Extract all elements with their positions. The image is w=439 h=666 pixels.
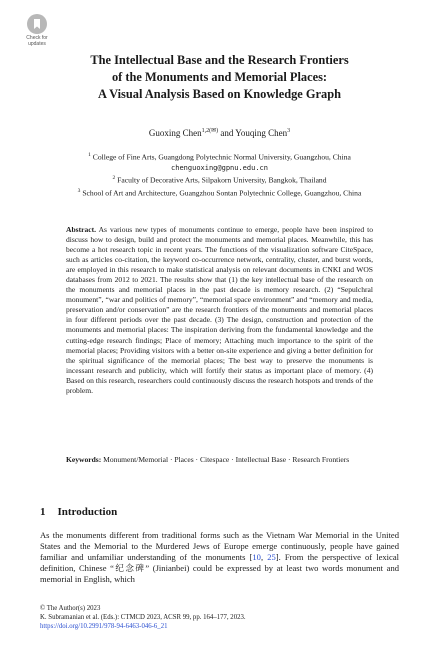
title-line-3: A Visual Analysis Based on Knowledge Graph: [97, 87, 342, 101]
author-conjunction: and: [220, 128, 234, 138]
keywords-label: Keywords:: [66, 455, 102, 464]
author-email[interactable]: chenguoxing@gpnu.edu.cn: [171, 163, 268, 172]
affiliation-3: $^3$ School of Art and Architecture, Guangzhou Sontan Polytechnic College, Guangzhou, China: [77, 188, 362, 198]
author-name: Guoxing Chen: [148, 128, 202, 138]
abstract-label: Abstract.: [66, 225, 96, 234]
affiliation-2: $^2$ Faculty of Decorative Arts, Silpakorn University, Bangkok, Thailand: [112, 175, 327, 185]
author-line: [0, 127, 439, 138]
section-title: Introduction: [57, 506, 118, 518]
abstract-text: As various new types of monuments continue to emerge, people have been inspired to discuss how to design, build and protect the monuments and memorial places. Meanwhile, this has become a hot research topic in recent years. The functions of the visualization software CiteSpace, such as articles co-citation, the keyword co-occurrence network, centrality, cluster, and burst words, are employed in this research to make statistical analysis on relevant documents in CNKI and WOS databases from 2012 to 2021. The results show that (1) the key intellectual base of the research on the monuments and memorial places in the past decade is memory research. (2) “Sepulchral monument”, “war and politics of memory”, “memorial space environment” and “memory and media, preservation and/or conservation” are the research frontiers of the monuments and memorial places in four different periods over the past decade. (3) The design, construction and protection of the monuments and memorial places: The inspiration deriving from the fundamental knowledge and the cutting-edge research findings; Place of memory; Attaching much importance to the spirit of the memorial places; Providing visitors with a better on-site experience and giving a better definition for the spiritual significance of the memorial places; The best way to preserve the monuments is incessant research and publicity, which will fortify their status as important place of memory. (4) Based on this research, researchers could continuously discuss the research hotspots and trends of the problem.: [66, 225, 373, 395]
page-footer: [40, 604, 246, 631]
copyright-notice: © The Author(s) 2023: [40, 605, 101, 612]
keywords-text: Monument/Memorial · Places · Citespace · Intellectual Base · Research Frontiers: [103, 455, 350, 464]
title-line-1: The Intellectual Base and the Research Frontiers: [90, 53, 349, 67]
citation-link[interactable]: 10: [252, 552, 261, 563]
title-line-2: of the Monuments and Memorial Places:: [111, 70, 328, 84]
intro-paragraph: As the monuments different from traditional forms such as the Vietnam War Memorial in the United States and the Memorial to the Murdered Jews of Europe emerge continuously, people have gained familiar and unfamiliar understanding of the monuments [10, 25]. From the perspective of lexical definition, Chinese “纪念碑” (Jinianbei) could be expressed by at least two words monument and memorial in English, which: [40, 530, 400, 585]
citation-info: K. Subramanian et al. (Eds.): CTMCD 2023, ACSR 99, pp. 164–177, 2023.: [40, 614, 246, 622]
paper-title: [30, 52, 409, 103]
abstract: [66, 225, 373, 396]
keywords: [66, 455, 373, 465]
doi-link[interactable]: https://doi.org/10.2991/978-94-6463-046-6_21: [40, 623, 168, 631]
affiliation-1: $^1$ College of Fine Arts, Guangdong Polytechnic Normal University, Guangzhou, China: [88, 152, 351, 162]
section-heading: [40, 506, 117, 518]
author-affiliation-marker: 1,2(✉): [201, 128, 219, 134]
bookmark-icon: [27, 14, 47, 34]
section-number: 1: [40, 506, 46, 518]
author-affiliation-marker: 3: [287, 128, 291, 134]
badge-label: Check for updates: [26, 35, 48, 47]
citation-link[interactable]: 25: [267, 552, 276, 563]
affiliations: [18, 150, 421, 199]
check-for-updates-badge[interactable]: [21, 14, 53, 52]
author-name: Youqing Chen: [235, 128, 288, 138]
